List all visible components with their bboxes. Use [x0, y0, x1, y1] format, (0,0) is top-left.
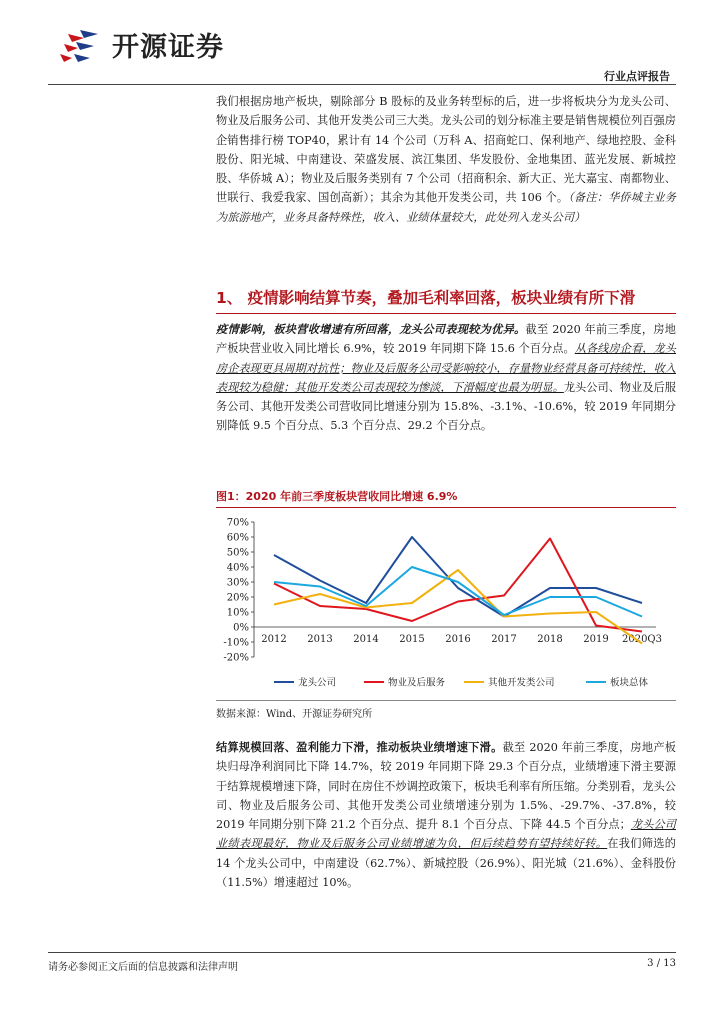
- y-tick-label: -20%: [223, 652, 249, 664]
- y-tick-label: 60%: [226, 532, 249, 544]
- y-tick-label: 50%: [226, 547, 249, 559]
- x-axis: [254, 627, 662, 645]
- x-tick-label: 2012: [261, 634, 287, 645]
- y-tick-label: 70%: [226, 517, 249, 529]
- profit-highlight: 龙头公司业绩表现最好，物业及后服务公司业绩增速为负，但后续趋势有望持续好转。: [216, 818, 676, 851]
- y-tick-label: 40%: [226, 562, 249, 574]
- header-divider: [48, 84, 676, 85]
- legend-label: 板块总体: [610, 677, 649, 689]
- x-tick-label: 2015: [399, 634, 425, 645]
- y-tick-label: 10%: [226, 607, 249, 619]
- chart-series: [274, 537, 642, 644]
- revenue-lead: 疫情影响，板块营收增速有所回落，龙头公司表现较为优异。: [216, 322, 526, 336]
- profit-text-2: 在我们筛选的 14 个龙头公司中，中南建设（62.7%）、新城控股（26.9%）、阳光城（21.6%）、金科股份（11.5%）增速超过 10%。: [216, 837, 676, 890]
- report-type-label: 行业点评报告: [604, 70, 670, 83]
- footer-divider: [48, 952, 676, 953]
- intro-paragraph: [216, 92, 676, 227]
- profit-paragraph: [216, 738, 676, 892]
- company-logo-icon: [54, 24, 106, 64]
- figure-source: 数据来源：Wind、开源证券研究所: [216, 709, 373, 720]
- section-title: 1、 疫情影响结算节奏，叠加毛利率回落，板块业绩有所下滑: [216, 289, 636, 307]
- revenue-growth-line-chart: [216, 512, 676, 702]
- company-logo: [54, 24, 224, 64]
- x-tick-label: 2017: [491, 634, 517, 645]
- revenue-text-1: 截至 2020 年前三季度，房地产板块营业收入同比增长 6.9%，较 2019 年同期下降 15.6 个百分点。: [216, 323, 676, 356]
- y-tick-label: -10%: [223, 637, 249, 649]
- figure-caption: 图1：2020 年前三季度板块营收同比增速 6.9%: [216, 490, 458, 503]
- x-tick-label: 2019: [583, 634, 609, 645]
- figure-divider: [216, 507, 676, 508]
- series-line: [274, 537, 642, 617]
- profit-text-1: 截至 2020 年前三季度，房地产板块归母净利润同比下降 14.7%，较 2019 年同期下降 29.3 个百分点，业绩增速下滑主要源于结算规模增速下降，同时在房住不炒调控政策下，板块毛利率有所压缩。分类别看，龙头公司、物业及后服务公司、其他开发类公司业绩增速分别为 1.5%、-29.7%、-37.8%，较 2019 年同期分别下降 21.2 个百分点、提升 8.1 个百分点、下降 44.5 个百分点；: [216, 741, 676, 832]
- y-tick-label: 0%: [233, 622, 249, 634]
- page-number: 3 / 13: [647, 958, 676, 969]
- x-tick-label: 2016: [445, 634, 471, 645]
- footer-disclaimer: 请务必参阅正文后面的信息披露和法律声明: [48, 962, 238, 973]
- section-divider: [216, 313, 676, 314]
- x-tick-label: 2020Q3: [621, 634, 663, 645]
- revenue-highlight: 从各线房企看，龙头房企表现更具周期对抗性；物业及后服务公司受影响较小，存量物业经营具备可持续性，收入表现较为稳健；其他开发类公司表现较为惨淡，下滑幅度也最为明显。: [216, 342, 676, 394]
- legend-label: 龙头公司: [298, 677, 337, 689]
- x-tick-label: 2018: [537, 634, 563, 645]
- profit-lead: 结算规模回落、盈利能力下滑，推动板块业绩增速下滑。: [216, 740, 503, 754]
- legend-label: 其他开发类公司: [488, 677, 555, 689]
- y-tick-label: 20%: [226, 592, 249, 604]
- revenue-paragraph: [216, 320, 676, 436]
- x-tick-label: 2014: [353, 634, 379, 645]
- intro-note: （备注：华侨城主业务为旅游地产，业务具备特殊性，收入、业绩体量较大，此处列入龙头公司）: [216, 191, 676, 224]
- intro-text: 我们根据房地产板块，剔除部分 B 股标的及业务转型标的后，进一步将板块分为龙头公司、物业及后服务公司、其他开发类公司三大类。龙头公司的划分标准主要是销售规模位列百强房企销售排行榜 TOP40，累计有 14 个公司（万科 A、招商蛇口、保利地产、绿地控股、金科股份、阳光城、中南建设、荣盛发展、滨江集团、华发股份、金地集团、蓝光发展、新城控股、华侨城 A）；物业及后服务类别有 7 个公司（招商积余、新大正、光大嘉宝、南都物业、世联行、我爱我家、国创高新）；其余为其他开发类公司，共 106 个。: [216, 95, 676, 205]
- revenue-text-2: 龙头公司、物业及后服务公司、其他开发类公司营收同比增速分别为 15.8%、-3.1%、-10.6%，较 2019 年同期分别降低 9.5 个百分点、5.3 个百分点、29.2 个百分点。: [216, 380, 676, 433]
- y-axis: [223, 518, 254, 664]
- x-tick-label: 2013: [307, 634, 333, 645]
- y-tick-label: 30%: [226, 577, 249, 589]
- legend-label: 物业及后服务: [388, 677, 446, 689]
- figure-bottom-divider: [216, 700, 676, 701]
- company-name: 开源证券: [112, 31, 224, 63]
- chart-legend: [274, 677, 649, 689]
